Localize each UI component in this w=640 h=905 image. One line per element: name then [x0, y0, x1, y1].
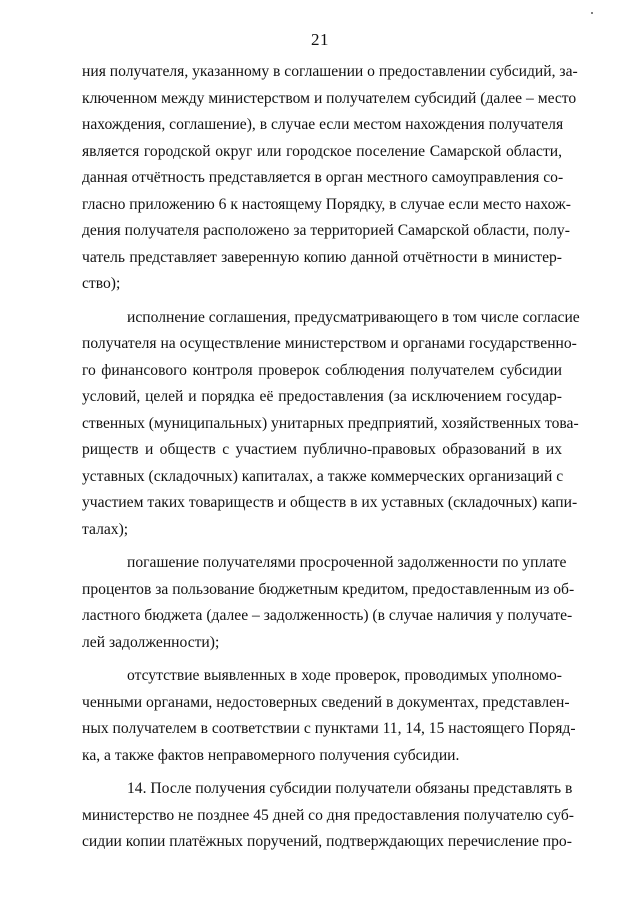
text-line: условий, целей и порядка её предоставления (за исключением государ- [82, 388, 562, 405]
text-line: лей задолженности); [82, 633, 220, 651]
paragraph-debt-repayment [82, 550, 575, 656]
document-body [82, 59, 580, 856]
text-line: процентов за пользование бюджетным кредитом, предоставленным из об- [82, 580, 575, 598]
paragraph-agreement-execution [82, 305, 580, 544]
paragraph-item-14 [82, 776, 574, 856]
text-line: ственных (муниципальных) унитарных предприятий, хозяйственных това- [82, 414, 579, 432]
text-line: погашение получателями просроченной задолженности по уплате [127, 554, 567, 571]
text-line: отсутствие выявленных в ходе проверок, проводимых уполномо- [127, 667, 562, 684]
text-line: уставных (складочных) капиталах, а также коммерческих организаций с [82, 467, 564, 485]
text-line: 14. После получения субсидии получатели обязаны представлять в [127, 780, 573, 797]
text-line: нахождения, соглашение), в случае если местом нахождения получателя [82, 116, 564, 133]
page-number: 21 [311, 30, 329, 49]
text-line: данная отчётность представляется в орган местного самоуправления со- [82, 169, 564, 186]
text-line: ство); [82, 275, 121, 292]
text-line: ка, а также фактов неправомерного получения субсидии. [82, 746, 460, 764]
text-line: дения получателя расположено за территорией Самарской области, полу- [82, 222, 570, 239]
text-line: является городской округ или городское поселение Самарской области, [82, 142, 562, 160]
text-line: участием таких товариществ и обществ в их уставных (складочных) капи- [82, 494, 578, 511]
text-line: чатель представляет заверенную копию данной отчётности в министер- [82, 248, 562, 266]
text-line: ных получателем в соответствии с пунктами 11, 14, 15 настоящего Поряд- [82, 720, 576, 737]
paragraph-recipient-location [82, 59, 578, 298]
text-line: талах); [82, 520, 129, 538]
text-line: ключенном между министерством и получателем субсидий (далее – место [82, 89, 577, 107]
text-line: ластного бюджета (далее – задолженность) (в случае наличия у получате- [82, 607, 573, 624]
text-line: гласно приложению 6 к настоящему Порядку, в случае если место нахож- [82, 195, 572, 213]
scan-speck [591, 12, 593, 14]
text-line: министерство не позднее 45 дней со дня предоставления получателю суб- [82, 806, 574, 824]
text-line: ния получателя, указанному в соглашении о предоставлении субсидий, за- [82, 63, 578, 80]
text-line: получателя на осуществление министерством и органами государственно- [82, 335, 577, 352]
text-line: риществ и обществ с участием публично-правовых образований в их [82, 441, 562, 458]
text-line: ченными органами, недостоверных сведений в документах, представлен- [82, 693, 570, 711]
text-line: исполнение соглашения, предусматривающего в том числе согласие [127, 308, 580, 326]
text-line: сидии копии платёжных поручений, подтверждающих перечисление про- [82, 833, 572, 850]
text-line: го финансового контроля проверок соблюдения получателем субсидии [82, 361, 562, 379]
paragraph-no-false-info [82, 663, 576, 769]
